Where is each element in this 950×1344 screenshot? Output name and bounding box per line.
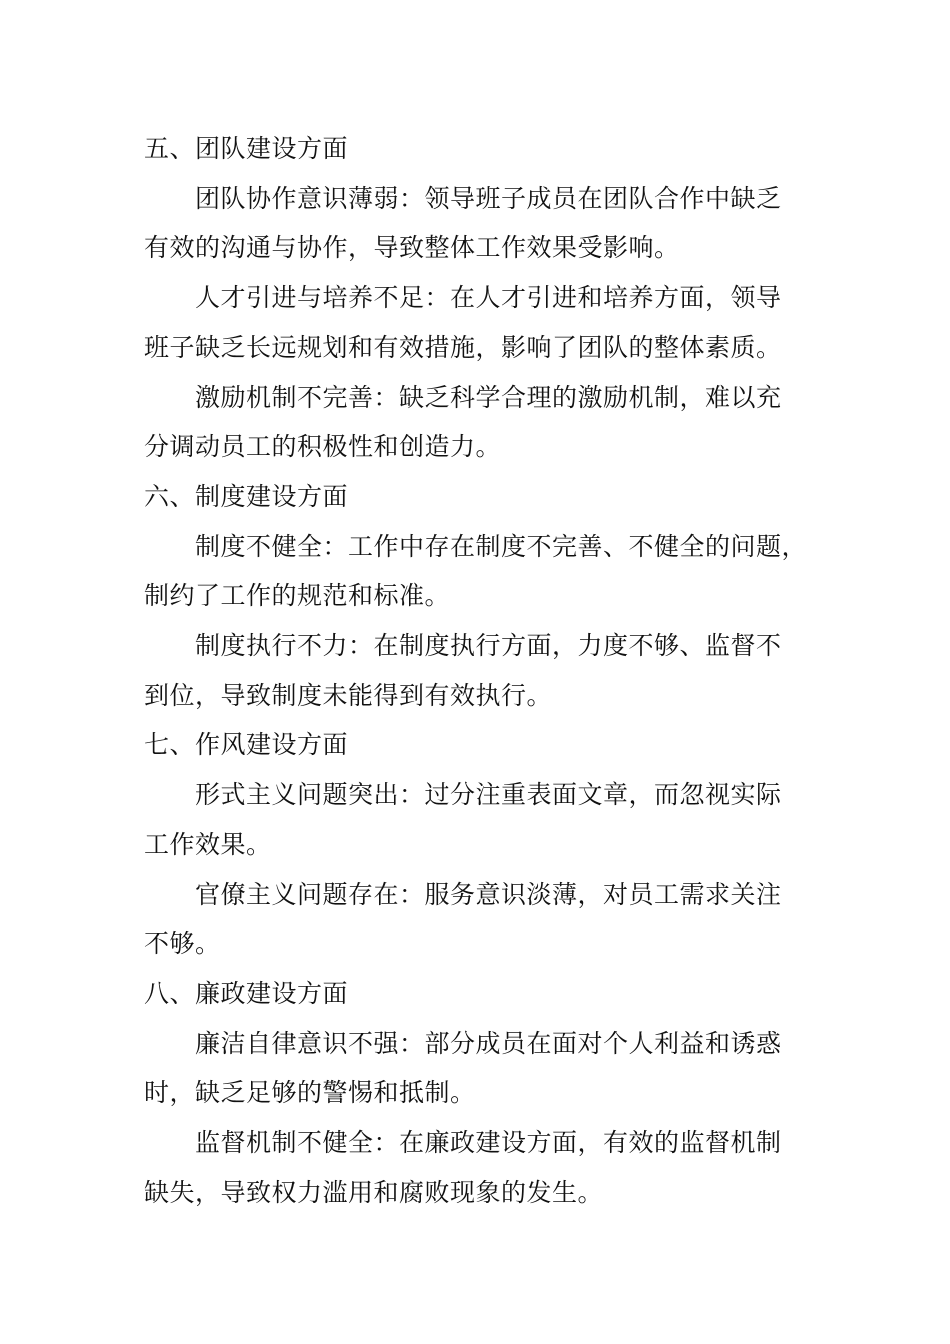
paragraph-line: 制约了工作的规范和标准。 — [144, 581, 451, 611]
section-heading-style — [144, 720, 808, 770]
paragraph-line: 班子缺乏长远规划和有效措施，影响了团队的整体素质。 — [144, 332, 782, 362]
paragraph-formalism — [144, 770, 808, 869]
paragraph-line: 工作效果。 — [144, 829, 272, 859]
heading-text: 五、团队建设方面 — [144, 134, 349, 163]
paragraph-line: 分调动员工的积极性和创造力。 — [144, 432, 502, 462]
paragraph-line: 制度执行不力：在制度执行方面，力度不够、监督不 — [195, 631, 782, 661]
paragraph-bureaucracy — [144, 870, 808, 969]
paragraph-line: 时，缺乏足够的警惕和抵制。 — [144, 1078, 476, 1108]
paragraph-supervision — [144, 1118, 808, 1217]
paragraph-line: 到位，导致制度未能得到有效执行。 — [144, 680, 553, 710]
paragraph-line: 激励机制不完善：缺乏科学合理的激励机制，难以充 — [195, 382, 782, 412]
paragraph-line: 官僚主义问题存在：服务意识淡薄，对员工需求关注 — [195, 879, 782, 909]
section-heading-system — [144, 472, 808, 522]
paragraph-talent — [144, 273, 808, 372]
heading-text: 六、制度建设方面 — [144, 481, 349, 511]
paragraph-system-execution — [144, 621, 808, 720]
paragraph-line: 形式主义问题突出：过分注重表面文章，而忽视实际 — [195, 780, 782, 810]
paragraph-line: 监督机制不健全：在廉政建设方面，有效的监督机制 — [195, 1128, 782, 1158]
heading-text: 七、作风建设方面 — [144, 730, 349, 760]
paragraph-self-discipline — [144, 1019, 808, 1118]
paragraph-line: 不够。 — [144, 929, 221, 959]
heading-text: 八、廉政建设方面 — [144, 978, 349, 1008]
paragraph-line: 缺失，导致权力滥用和腐败现象的发生。 — [144, 1177, 604, 1207]
paragraph-line: 团队协作意识薄弱：领导班子成员在团队合作中缺乏 — [195, 183, 782, 213]
paragraph-line: 廉洁自律意识不强：部分成员在面对个人利益和诱惑 — [195, 1028, 782, 1058]
document-body — [144, 124, 808, 1217]
paragraph-incentive — [144, 373, 808, 472]
paragraph-line: 制度不健全：工作中存在制度不完善、不健全的问题， — [195, 531, 808, 561]
paragraph-system-incomplete — [144, 522, 808, 621]
paragraph-team-collaboration — [144, 174, 808, 273]
paragraph-line: 人才引进与培养不足：在人才引进和培养方面，领导 — [195, 283, 782, 313]
paragraph-line: 有效的沟通与协作，导致整体工作效果受影响。 — [144, 233, 680, 263]
section-heading-integrity — [144, 969, 808, 1019]
section-heading-team — [144, 124, 808, 174]
